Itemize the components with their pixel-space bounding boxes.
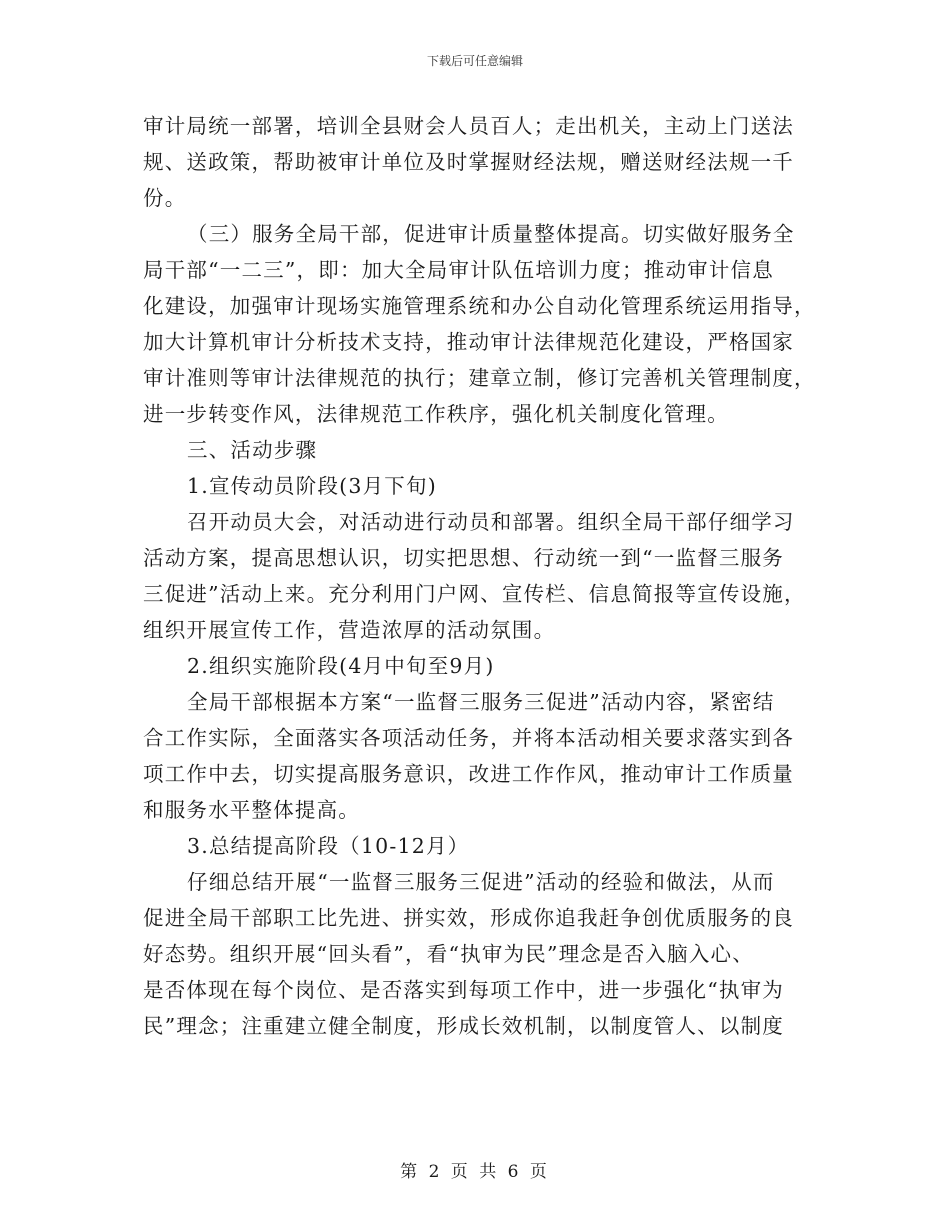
text-line: 加大计算机审计分析技术支持，推动审计法律规范化建设，严格国家 xyxy=(143,330,794,354)
text-line: 进一步转变作风，法律规范工作秩序，强化机关制度化管理。 xyxy=(143,402,729,426)
download-note: 下载后可任意编辑 xyxy=(426,54,523,68)
text-line: 项工作中去，切实提高服务意识，改进工作作风，推动审计工作质量 xyxy=(143,762,794,786)
text-line: 仔细总结开展“一监督三服务三促进”活动的经验和做法，从而 xyxy=(187,870,775,894)
text-line: 和服务水平整体提高。 xyxy=(143,798,360,822)
page-number: 第 2 页 共 6 页 xyxy=(400,1162,550,1182)
text-line: 促进全局干部职工比先进、拼实效，形成你追我赶争创优质服务的良 xyxy=(143,906,794,930)
text-line: 活动方案，提高思想认识，切实把思想、行动统一到“一监督三服务 xyxy=(143,546,784,570)
text-line: 是否体现在每个岗位、是否落实到每项工作中，进一步强化“执审为 xyxy=(143,978,784,1002)
text-line: 召开动员大会，对活动进行动员和部署。组织全局干部仔细学习 xyxy=(187,510,795,534)
document-body xyxy=(143,108,816,1044)
text-line: 局干部“一二三”，即：加大全局审计队伍培训力度；推动审计信息 xyxy=(143,258,774,282)
text-line: 好态势。组织开展“回头看”，看“执审为民”理念是否入脑入心、 xyxy=(143,942,754,966)
text-line: 全局干部根据本方案“一监督三服务三促进”活动内容，紧密结 xyxy=(187,690,775,714)
text-line: 审计局统一部署，培训全县财会人员百人；走出机关，主动上门送法 xyxy=(143,114,794,138)
step-heading: 2.组织实施阶段(4月中旬至9月) xyxy=(187,654,495,678)
section-heading: 三、活动步骤 xyxy=(187,438,318,462)
text-line: 规、送政策，帮助被审计单位及时掌握财经法规，赠送财经法规一千 xyxy=(143,150,794,174)
text-line: 组织开展宣传工作，营造浓厚的活动氛围。 xyxy=(143,618,556,642)
step-heading: 1.宣传动员阶段(3月下旬) xyxy=(187,474,437,498)
text-line: 份。 xyxy=(143,186,187,210)
text-line: 三促进”活动上来。充分利用门户网、宣传栏、信息简报等宣传设施， xyxy=(143,582,806,606)
section-heading: （三）服务全局干部，促进审计质量整体提高。切实做好服务全 xyxy=(187,222,795,246)
text-line: 化建设，加强审计现场实施管理系统和办公自动化管理系统运用指导， xyxy=(143,294,816,318)
text-line: 民”理念；注重建立健全制度，形成长效机制，以制度管人、以制度 xyxy=(143,1014,784,1038)
text-line: 合工作实际，全面落实各项活动任务，并将本活动相关要求落实到各 xyxy=(143,726,794,750)
text-line: 审计准则等审计法律规范的执行；建章立制，修订完善机关管理制度， xyxy=(143,366,816,390)
step-heading: 3.总结提高阶段（10-12月） xyxy=(187,834,470,858)
